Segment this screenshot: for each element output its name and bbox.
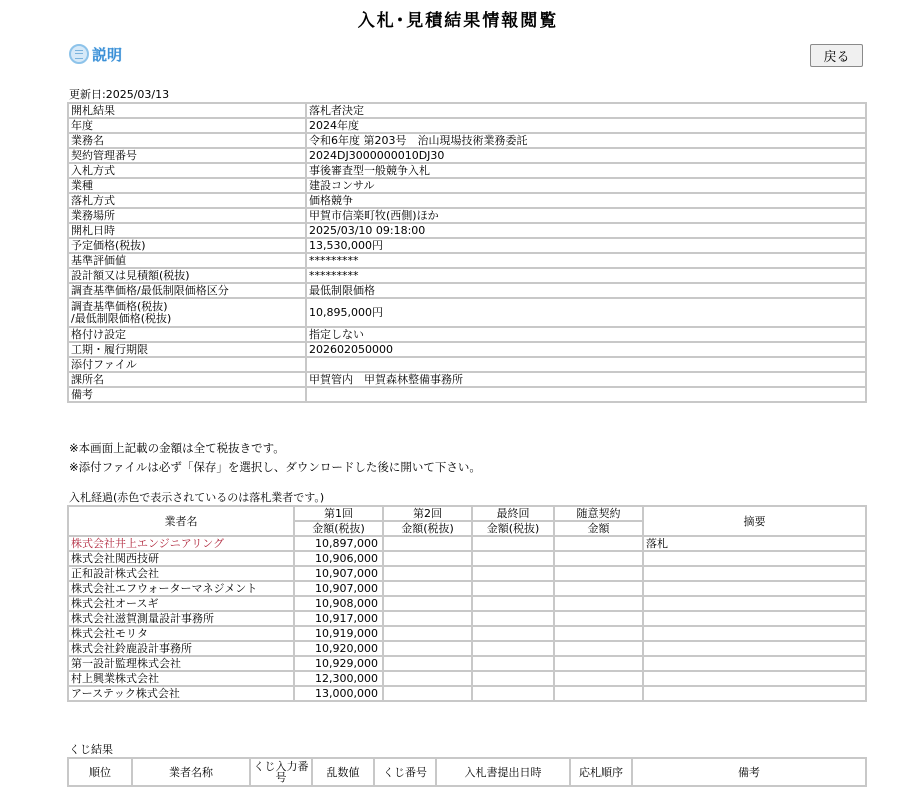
- round1-amount: 13,000,000: [294, 686, 383, 701]
- final-amount: [472, 596, 554, 611]
- info-key: 入札方式: [68, 163, 306, 178]
- round2-amount: [383, 641, 472, 656]
- bid-row: [68, 686, 866, 701]
- bid-row: [68, 641, 866, 656]
- info-value: 甲賀管内 甲賀森林整備事務所: [306, 372, 866, 387]
- info-value: 10,895,000円: [306, 298, 866, 327]
- round1-amount: 10,907,000: [294, 581, 383, 596]
- company-name: アーステック株式会社: [68, 686, 294, 701]
- final-amount: [472, 686, 554, 701]
- col-round1-amount: 金額(税抜): [294, 521, 383, 536]
- round1-amount: 10,917,000: [294, 611, 383, 626]
- info-row: [68, 208, 866, 223]
- col-lottery-no: くじ番号: [374, 758, 436, 786]
- info-key: 備考: [68, 387, 306, 402]
- company-name: 村上興業株式会社: [68, 671, 294, 686]
- back-button[interactable]: 戻る: [810, 44, 863, 67]
- col-bid-order: 応札順序: [570, 758, 632, 786]
- info-key: [68, 298, 306, 327]
- round2-amount: [383, 596, 472, 611]
- bid-row: [68, 581, 866, 596]
- info-row: [68, 327, 866, 342]
- info-row: [68, 193, 866, 208]
- info-row: [68, 163, 866, 178]
- final-amount: [472, 536, 554, 551]
- info-key: 年度: [68, 118, 306, 133]
- info-row: [68, 103, 866, 118]
- info-row: [68, 298, 866, 327]
- bid-row-winner: [68, 536, 866, 551]
- updated-date: 更新日:2025/03/13: [69, 88, 170, 101]
- tax-note: ※本画面上記載の金額は全て税抜きです。: [69, 441, 285, 455]
- lottery-table: [67, 757, 867, 787]
- col-remarks: 備考: [632, 758, 866, 786]
- info-value: 2024年度: [306, 118, 866, 133]
- help-label: 説明: [92, 45, 123, 64]
- info-row: [68, 372, 866, 387]
- info-value: 価格競争: [306, 193, 866, 208]
- negotiated-amount: [554, 626, 643, 641]
- info-key: 設計額又は見積額(税抜): [68, 268, 306, 283]
- company-name: 株式会社井上エンジニアリング: [68, 536, 294, 551]
- info-key: 調査基準価格/最低制限価格区分: [68, 283, 306, 298]
- company-name: 株式会社関西技研: [68, 551, 294, 566]
- col-lottery-input-no: くじ入力番号: [250, 758, 312, 786]
- negotiated-amount: [554, 596, 643, 611]
- round1-amount: 10,906,000: [294, 551, 383, 566]
- col-rank: 順位: [68, 758, 132, 786]
- remarks: 落札: [643, 536, 866, 551]
- round2-amount: [383, 566, 472, 581]
- info-key: 契約管理番号: [68, 148, 306, 163]
- col-random-value: 乱数値: [312, 758, 374, 786]
- col-final-amount: 金額(税抜): [472, 521, 554, 536]
- round2-amount: [383, 536, 472, 551]
- round1-amount: 10,929,000: [294, 656, 383, 671]
- remarks: [643, 551, 866, 566]
- bid-row: [68, 671, 866, 686]
- info-row: [68, 387, 866, 402]
- round1-amount: 10,908,000: [294, 596, 383, 611]
- info-key-line1: 調査基準価格(税抜): [71, 299, 168, 313]
- info-key: 業務場所: [68, 208, 306, 223]
- info-key: 業務名: [68, 133, 306, 148]
- bid-row: [68, 611, 866, 626]
- final-amount: [472, 671, 554, 686]
- attachment-value: [306, 357, 866, 372]
- remarks: [643, 656, 866, 671]
- company-name: 株式会社滋賀測量設計事務所: [68, 611, 294, 626]
- info-row: [68, 133, 866, 148]
- info-value: 202602050000: [306, 342, 866, 357]
- remarks: [643, 581, 866, 596]
- negotiated-amount: [554, 671, 643, 686]
- remarks: [643, 566, 866, 581]
- final-amount: [472, 566, 554, 581]
- info-value: 2025/03/10 09:18:00: [306, 223, 866, 238]
- info-key-line2: /最低制限価格(税抜): [71, 311, 172, 325]
- col-company-name: 業者名称: [132, 758, 250, 786]
- round1-amount: 10,907,000: [294, 566, 383, 581]
- round2-amount: [383, 611, 472, 626]
- round1-amount: 10,920,000: [294, 641, 383, 656]
- remarks: [643, 611, 866, 626]
- negotiated-amount: [554, 551, 643, 566]
- info-value: 落札者決定: [306, 103, 866, 118]
- remarks: [643, 641, 866, 656]
- company-name: 株式会社鈴鹿設計事務所: [68, 641, 294, 656]
- info-value: 事後審査型一般競争入札: [306, 163, 866, 178]
- info-value: [306, 387, 866, 402]
- round1-amount: 10,897,000: [294, 536, 383, 551]
- round2-amount: [383, 656, 472, 671]
- info-row: [68, 223, 866, 238]
- info-key: 落札方式: [68, 193, 306, 208]
- company-name: 株式会社モリタ: [68, 626, 294, 641]
- round2-amount: [383, 671, 472, 686]
- info-value: 甲賀市信楽町牧(西側)ほか: [306, 208, 866, 223]
- info-row: [68, 253, 866, 268]
- bid-history-caption: 入札経過(赤色で表示されているのは落札業者です。): [69, 491, 325, 504]
- bid-info-table: [67, 102, 867, 403]
- remarks: [643, 671, 866, 686]
- col-company: 業者名: [68, 506, 294, 536]
- info-value: *********: [306, 253, 866, 268]
- col-negotiated: 随意契約: [554, 506, 643, 521]
- bid-history-table: [67, 505, 867, 702]
- col-final: 最終回: [472, 506, 554, 521]
- round2-amount: [383, 686, 472, 701]
- lottery-caption: くじ結果: [69, 743, 113, 756]
- round1-amount: 12,300,000: [294, 671, 383, 686]
- info-key: 開札日時: [68, 223, 306, 238]
- final-amount: [472, 551, 554, 566]
- info-row: [68, 178, 866, 193]
- negotiated-amount: [554, 536, 643, 551]
- attachment-note: ※添付ファイルは必ず「保存」を選択し、ダウンロードした後に開いて下さい。: [69, 460, 481, 474]
- negotiated-amount: [554, 686, 643, 701]
- final-amount: [472, 611, 554, 626]
- negotiated-amount: [554, 641, 643, 656]
- final-amount: [472, 581, 554, 596]
- col-round2-amount: 金額(税抜): [383, 521, 472, 536]
- info-key: 業種: [68, 178, 306, 193]
- info-value: 最低制限価格: [306, 283, 866, 298]
- info-value: *********: [306, 268, 866, 283]
- final-amount: [472, 626, 554, 641]
- info-key: 工期・履行期限: [68, 342, 306, 357]
- info-value: 2024DJ3000000010DJ30: [306, 148, 866, 163]
- remarks: [643, 626, 866, 641]
- bid-row: [68, 596, 866, 611]
- round2-amount: [383, 626, 472, 641]
- info-row: [68, 283, 866, 298]
- info-value: 13,530,000円: [306, 238, 866, 253]
- negotiated-amount: [554, 581, 643, 596]
- help-link[interactable]: [69, 42, 122, 66]
- bid-row: [68, 656, 866, 671]
- info-key: 開札結果: [68, 103, 306, 118]
- negotiated-amount: [554, 656, 643, 671]
- info-row: [68, 238, 866, 253]
- col-negotiated-amount: 金額: [554, 521, 643, 536]
- bid-row: [68, 551, 866, 566]
- col-round1: 第1回: [294, 506, 383, 521]
- info-value: 建設コンサル: [306, 178, 866, 193]
- info-key: 格付け設定: [68, 327, 306, 342]
- info-key: 課所名: [68, 372, 306, 387]
- company-name: 株式会社オースギ: [68, 596, 294, 611]
- negotiated-amount: [554, 611, 643, 626]
- company-name: 第一設計監理株式会社: [68, 656, 294, 671]
- page-title: 入札･見積結果情報閲覧: [357, 11, 559, 31]
- bid-row: [68, 626, 866, 641]
- col-remarks: 摘要: [643, 506, 866, 536]
- info-key: 基準評価値: [68, 253, 306, 268]
- final-amount: [472, 656, 554, 671]
- info-row: [68, 357, 866, 372]
- remarks: [643, 686, 866, 701]
- round1-amount: 10,919,000: [294, 626, 383, 641]
- final-amount: [472, 641, 554, 656]
- info-key: 予定価格(税抜): [68, 238, 306, 253]
- info-row: [68, 148, 866, 163]
- remarks: [643, 596, 866, 611]
- col-round2: 第2回: [383, 506, 472, 521]
- bid-row: [68, 566, 866, 581]
- round2-amount: [383, 581, 472, 596]
- info-row: [68, 268, 866, 283]
- negotiated-amount: [554, 566, 643, 581]
- info-key: 添付ファイル: [68, 357, 306, 372]
- info-row: [68, 342, 866, 357]
- round2-amount: [383, 551, 472, 566]
- info-value: 令和6年度 第203号 治山現場技術業務委託: [306, 133, 866, 148]
- company-name: 株式会社エフウォーターマネジメント: [68, 581, 294, 596]
- info-row: [68, 118, 866, 133]
- info-value: 指定しない: [306, 327, 866, 342]
- company-name: 正和設計株式会社: [68, 566, 294, 581]
- col-submission-datetime: 入札書提出日時: [436, 758, 570, 786]
- document-icon: [69, 44, 89, 64]
